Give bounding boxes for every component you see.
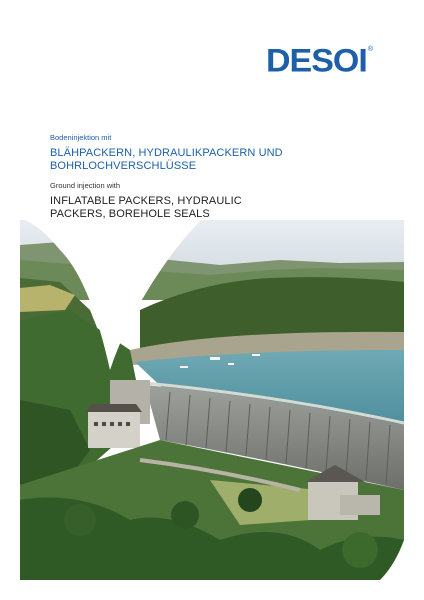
kicker-german: Bodeninjektion mit — [50, 133, 112, 142]
title-english-line1: INFLATABLE PACKERS, HYDRAULIC — [50, 195, 242, 207]
logo-wordmark: DESOI — [266, 42, 367, 80]
title-german-line1: BLÄHPACKERN, HYDRAULIKPACKERN UND — [50, 147, 283, 159]
title-english — [50, 195, 300, 221]
title-english-line2: PACKERS, BOREHOLE SEALS — [50, 208, 210, 220]
dam-photo — [20, 20, 404, 580]
registered-mark: ® — [367, 46, 373, 53]
kicker-english: Ground injection with — [50, 181, 121, 190]
desoi-logo — [266, 44, 373, 78]
title-german — [50, 147, 300, 173]
headline-block — [50, 133, 300, 221]
cover-page — [20, 20, 404, 580]
title-german-line2: BOHRLOCHVERSCHLÜSSE — [50, 160, 197, 172]
